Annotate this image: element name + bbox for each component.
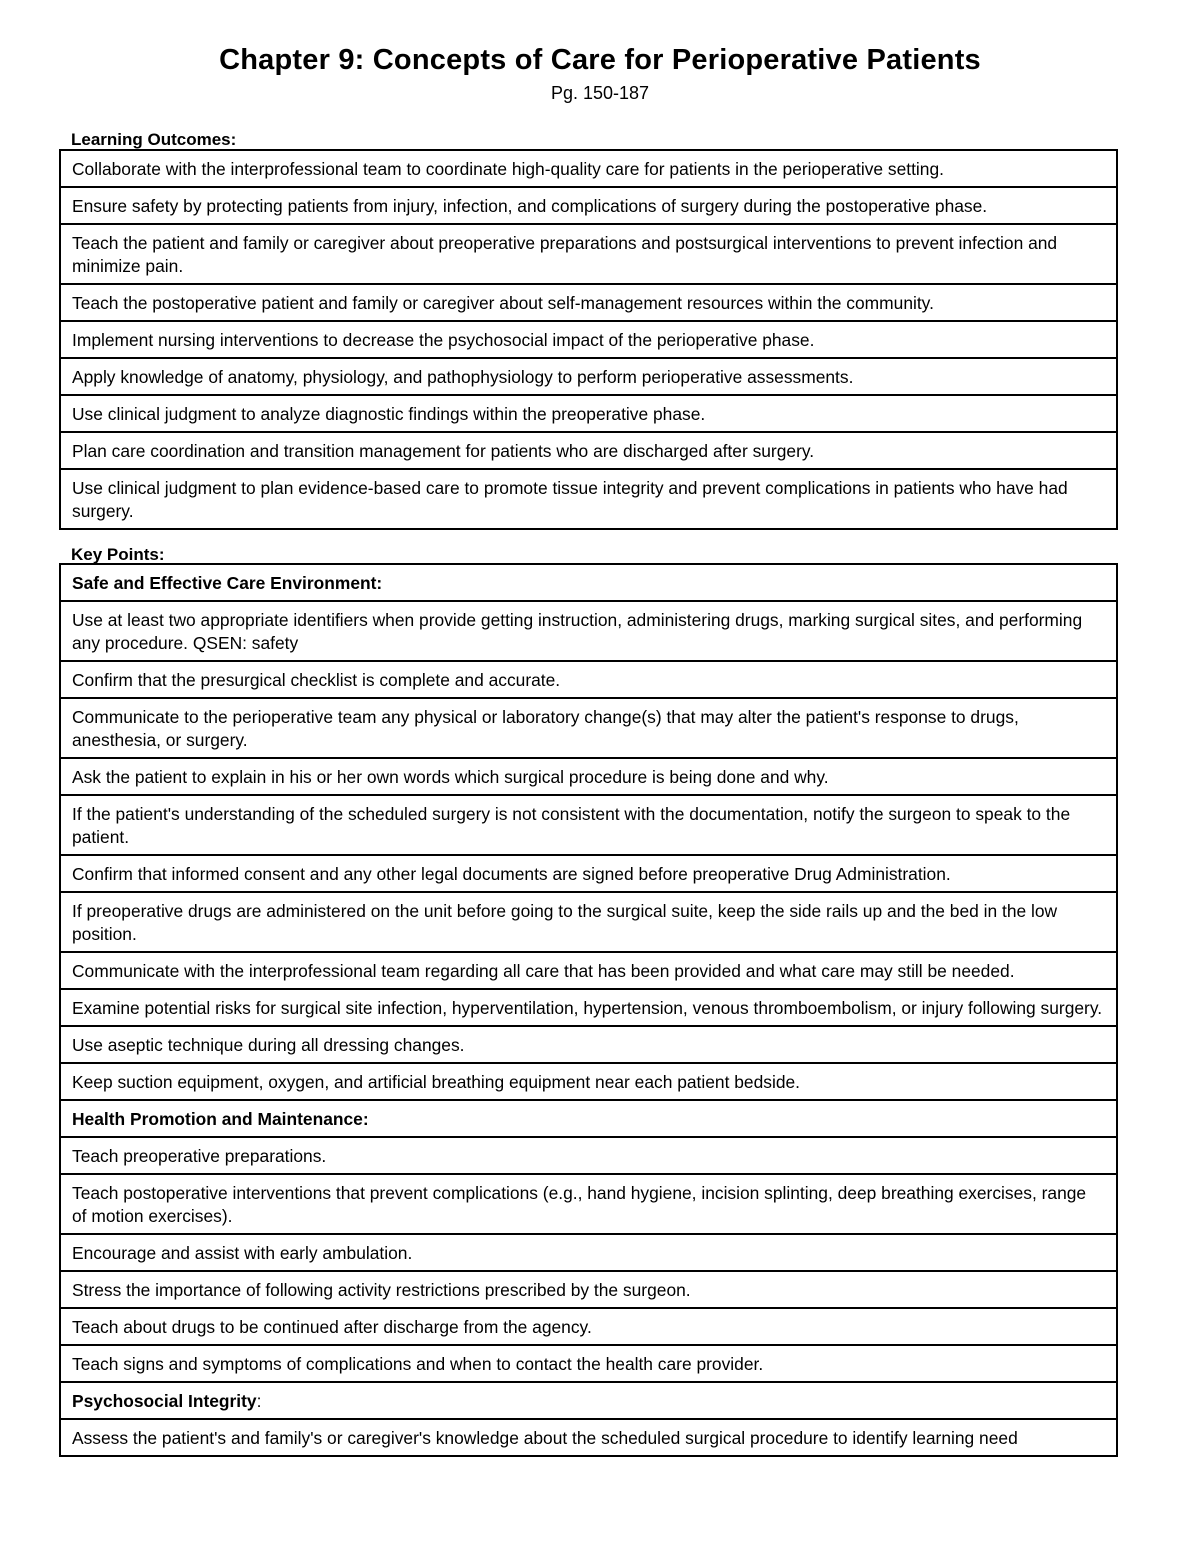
key-point-item: Confirm that informed consent and any other legal documents are signed before preoperative Drug Administration. <box>61 854 1116 891</box>
key-point-item: Teach postoperative interventions that prevent complications (e.g., hand hygiene, incision splinting, deep breathing exercises, range of motion exercises). <box>61 1173 1116 1233</box>
key-point-item: Teach preoperative preparations. <box>61 1136 1116 1173</box>
key-point-item: Use at least two appropriate identifiers when provide getting instruction, administering drugs, marking surgical sites, and performing any procedure. QSEN: safety <box>61 600 1116 660</box>
key-point-item: If the patient's understanding of the scheduled surgery is not consistent with the documentation, notify the surgeon to speak to the patient. <box>61 794 1116 854</box>
learning-outcome-item: Teach the patient and family or caregiver about preoperative preparations and postsurgical interventions to prevent infection and minimize pain. <box>61 223 1116 283</box>
learning-outcome-item: Teach the postoperative patient and family or caregiver about self-management resources within the community. <box>61 283 1116 320</box>
section-heading-text: Psychosocial Integrity <box>72 1391 257 1411</box>
key-point-item: Assess the patient's and family's or caregiver's knowledge about the scheduled surgical procedure to identify learning need <box>61 1418 1116 1455</box>
section-heading-health-promotion: Health Promotion and Maintenance: <box>61 1099 1116 1136</box>
page-title: Chapter 9: Concepts of Care for Perioperative Patients <box>219 44 981 76</box>
learning-outcome-item: Ensure safety by protecting patients from injury, infection, and complications of surgery during the postoperative phase. <box>61 186 1116 223</box>
key-point-item: Use aseptic technique during all dressing changes. <box>61 1025 1116 1062</box>
section-heading-psychosocial <box>61 1381 1116 1418</box>
section-heading-colon: : <box>256 1391 262 1411</box>
key-point-item: Examine potential risks for surgical site infection, hyperventilation, hypertension, venous thromboembolism, or injury following surgery. <box>61 988 1116 1025</box>
key-point-item: Teach about drugs to be continued after discharge from the agency. <box>61 1307 1116 1344</box>
key-point-item: If preoperative drugs are administered on the unit before going to the surgical suite, keep the side rails up and the bed in the low position. <box>61 891 1116 951</box>
learning-outcomes-label: Learning Outcomes: <box>71 130 237 149</box>
page-range: Pg. 150-187 <box>550 83 650 103</box>
learning-outcome-item: Use clinical judgment to plan evidence-based care to promote tissue integrity and prevent complications in patients who have had surgery. <box>61 468 1116 528</box>
key-point-item: Communicate to the perioperative team any physical or laboratory change(s) that may alter the patient's response to drugs, anesthesia, or surgery. <box>61 697 1116 757</box>
key-point-item: Ask the patient to explain in his or her own words which surgical procedure is being done and why. <box>61 757 1116 794</box>
learning-outcome-item: Implement nursing interventions to decrease the psychosocial impact of the perioperative phase. <box>61 320 1116 357</box>
learning-outcome-item: Apply knowledge of anatomy, physiology, and pathophysiology to perform perioperative assessments. <box>61 357 1116 394</box>
key-points-table <box>59 563 1118 1457</box>
learning-outcome-item: Use clinical judgment to analyze diagnostic findings within the preoperative phase. <box>61 394 1116 431</box>
key-point-item: Communicate with the interprofessional team regarding all care that has been provided and what care may still be needed. <box>61 951 1116 988</box>
section-heading-safe-care: Safe and Effective Care Environment: <box>72 573 383 593</box>
key-point-item: Encourage and assist with early ambulation. <box>61 1233 1116 1270</box>
key-point-item: Stress the importance of following activity restrictions prescribed by the surgeon. <box>61 1270 1116 1307</box>
learning-outcomes-table <box>59 149 1118 530</box>
key-point-item: Teach signs and symptoms of complications and when to contact the health care provider. <box>61 1344 1116 1381</box>
key-points-label: Key Points: <box>71 545 165 564</box>
learning-outcome-item: Collaborate with the interprofessional team to coordinate high-quality care for patients in the perioperative setting. <box>72 159 944 179</box>
key-point-item: Confirm that the presurgical checklist is complete and accurate. <box>61 660 1116 697</box>
learning-outcome-item: Plan care coordination and transition management for patients who are discharged after surgery. <box>61 431 1116 468</box>
key-point-item: Keep suction equipment, oxygen, and artificial breathing equipment near each patient bedside. <box>61 1062 1116 1099</box>
